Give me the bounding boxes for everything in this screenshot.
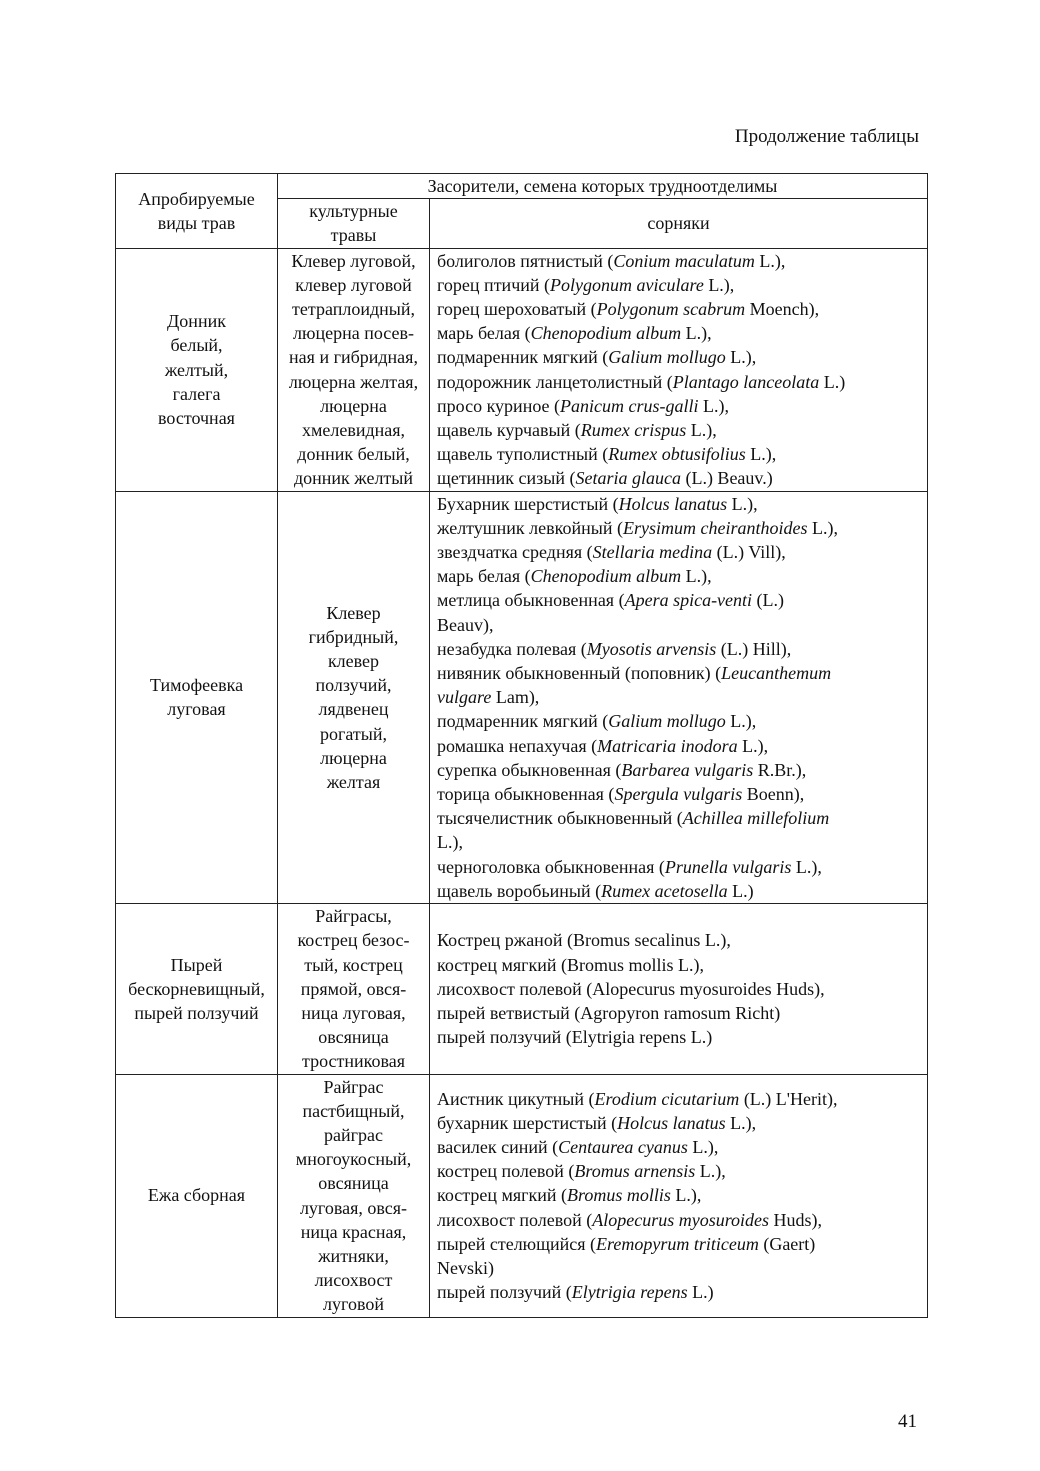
weed-entry: нивяник обыкновенный (поповник) (Leucanthemum (437, 663, 832, 684)
table-row (116, 904, 928, 1074)
weed-entry: бухарник шерстистый (Holcus lanatus L.), (437, 1112, 757, 1133)
weed-entry: желтушник левкойный (Erysimum cheiranthoides L.), (437, 517, 838, 538)
weed-entry: подорожник ланцетолистный (Plantago lanceolata L.) (437, 371, 846, 392)
weed-entry: подмаренник мягкий (Galium mollugo L.), (437, 347, 757, 368)
weed-entry: Beauv), (437, 614, 494, 635)
table-row (116, 248, 928, 491)
species-cell: Тимофеевка луговая (116, 491, 278, 903)
weed-entry: черноголовка обыкновенная (Prunella vulgaris L.), (437, 856, 822, 877)
header-species: Апробируемые виды трав (116, 174, 278, 249)
weeds-cell (430, 491, 928, 903)
header-crops: культурные травы (278, 199, 430, 248)
weed-entry: vulgare Lam), (437, 687, 540, 708)
table-caption: Продолжение таблицы (734, 126, 919, 147)
species-cell: Ежа сборная (116, 1074, 278, 1317)
weed-entry: горец птичий (Polygonum aviculare L.), (437, 274, 735, 295)
weed-entry: звездчатка средняя (Stellaria medina (L.) Vill), (437, 542, 786, 563)
species-cell: Донник белый, желтый, галега восточная (116, 248, 278, 491)
weed-entry: кострец полевой (Bromus arnensis L.), (437, 1161, 726, 1182)
page-number: 41 (898, 1411, 917, 1432)
weed-entry: марь белая (Chenopodium album L.), (437, 566, 712, 587)
weed-entry: ромашка непахучая (Matricaria inodora L.), (437, 735, 769, 756)
weed-entry: лисохвост полевой (Alopecurus myosuroides Huds), (437, 1209, 823, 1230)
weeds-cell (430, 1074, 928, 1317)
weed-entry: пырей ползучий (Elytrigia repens L.) (437, 1282, 714, 1303)
weed-entry: пырей ползучий (Elytrigia repens L.) (437, 1027, 713, 1048)
header-weeds: сорняки (430, 199, 928, 248)
weed-entry: просо куриное (Panicum crus-galli L.), (437, 395, 730, 416)
weed-entry: горец шероховатый (Polygonum scabrum Moench), (437, 299, 820, 320)
weed-entry: щетинник сизый (Setaria glauca (L.) Beauv.) (437, 468, 773, 489)
crops-cell: Клевер луговой, клевер луговой тетраплоидный, люцерна посев- ная и гибридная, люцерна желтая, люцерна хмелевидная, донник белый, донник желтый (278, 248, 430, 491)
weed-entry: болиголов пятнистый (Conium maculatum L.), (437, 250, 786, 271)
crops-cell: Клевер гибридный, клевер ползучий, лядвенец рогатый, люцерна желтая (278, 491, 430, 903)
header-contaminants: Засорители, семена которых трудноотделимы (278, 174, 928, 199)
weed-entry: незабудка полевая (Myosotis arvensis (L.) Hill), (437, 638, 792, 659)
weed-entry: L.), (437, 832, 463, 853)
weed-entry: щавель курчавый (Rumex crispus L.), (437, 420, 717, 441)
weed-entry: щавель туполистный (Rumex obtusifolius L.), (437, 444, 777, 465)
weed-entry: подмаренник мягкий (Galium mollugo L.), (437, 711, 757, 732)
crops-cell: Райграсы, кострец безос- тый, кострец прямой, овся- ница луговая, овсяница тростниковая (278, 904, 430, 1074)
table-row (116, 1074, 928, 1317)
weed-entry: пырей стелющийся (Eremopyrum triticeum (Gaert) (437, 1233, 816, 1254)
weeds-cell (430, 248, 928, 491)
table-row (116, 491, 928, 903)
weed-entry: Nevski) (437, 1258, 494, 1279)
weed-entry: лисохвост полевой (Alopecurus myosuroides Huds), (437, 978, 825, 999)
weed-entry: кострец мягкий (Bromus mollis L.), (437, 1185, 702, 1206)
weed-entry: сурепка обыкновенная (Barbarea vulgaris R.Br.), (437, 759, 807, 780)
weed-entry: василек синий (Centaurea cyanus L.), (437, 1137, 719, 1158)
weed-entry: пырей ветвистый (Agropyron ramosum Richt) (437, 1002, 781, 1023)
weed-entry: щавель воробьиный (Rumex acetosella L.) (437, 880, 754, 901)
species-cell: Пырей бескорневищный, пырей ползучий (116, 904, 278, 1074)
weed-entry: Кострец ржаной (Bromus secalinus L.), (437, 930, 731, 951)
weed-seeds-table (115, 173, 928, 1318)
crops-cell: Райграс пастбищный, райграс многоукосный, овсяница луговая, овся- ница красная, житняки, лисохвост луговой (278, 1074, 430, 1317)
weed-entry: кострец мягкий (Bromus mollis L.), (437, 954, 705, 975)
weed-entry: марь белая (Chenopodium album L.), (437, 323, 712, 344)
weeds-cell (430, 904, 928, 1074)
weed-entry: тысячелистник обыкновенный (Achillea millefolium (437, 808, 830, 829)
weed-entry: метлица обыкновенная (Apera spica-venti (L.) (437, 590, 785, 611)
weed-entry: торица обыкновенная (Spergula vulgaris Boenn), (437, 784, 805, 805)
weed-entry: Аистник цикутный (Erodium cicutarium (L.) L'Herit), (437, 1088, 838, 1109)
weed-entry: Бухарник шерстистый (Holcus lanatus L.), (437, 493, 758, 514)
